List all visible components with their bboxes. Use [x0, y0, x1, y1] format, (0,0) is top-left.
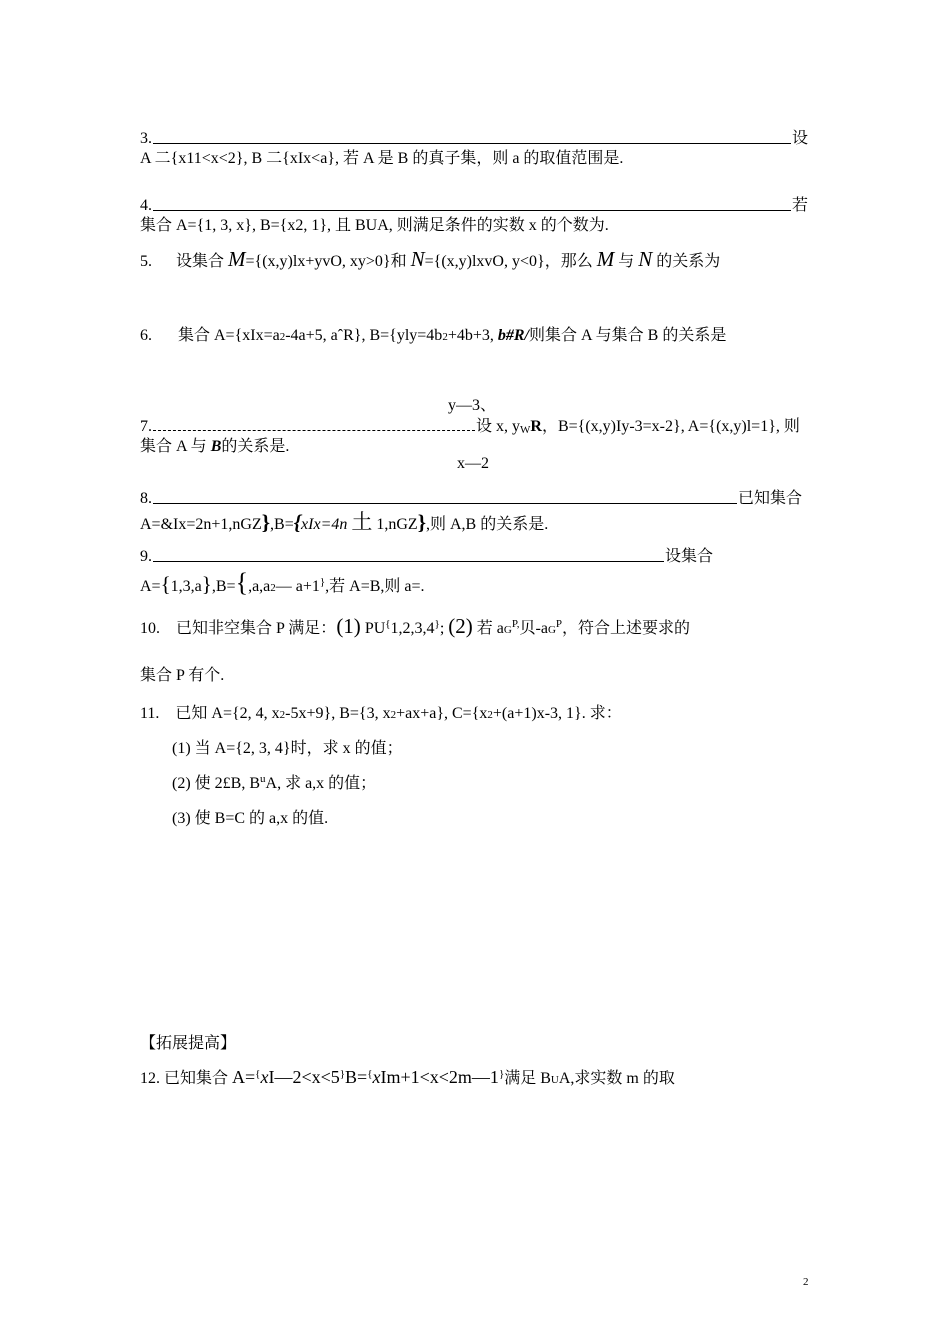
question-text: ={(x,y)lx+yvO, xy>0}和 [245, 253, 407, 270]
question-text: I—2<x<5 [268, 1067, 340, 1087]
question-text: 设集合 [664, 548, 713, 565]
item-marker: (1) [336, 614, 361, 638]
superscript: P [555, 618, 563, 630]
superscript: } [339, 1068, 346, 1080]
brace: { [160, 572, 171, 596]
math-symbol: W [520, 424, 531, 436]
fraction-denominator: x—2 [457, 455, 489, 472]
subscript: G [503, 624, 512, 636]
question-text: xIx= [301, 516, 332, 533]
question-11-part-2 [172, 770, 376, 793]
question-text: 设集合 [176, 253, 225, 270]
answer-blank [153, 503, 737, 504]
question-text: -4a+5, a [285, 327, 338, 344]
answer-blank [153, 210, 791, 211]
set-symbol: N [410, 247, 425, 271]
answer-blank [153, 430, 475, 431]
superscript: P, [511, 618, 520, 630]
math-symbol: b#R/ [497, 327, 529, 344]
question-text: B= [345, 1067, 368, 1087]
question-10 [140, 614, 690, 639]
subscript: G [547, 624, 556, 636]
question-12 [140, 1065, 675, 1088]
question-text: ，符合上述要求的 [562, 620, 691, 637]
question-text: A,求实数 m 的取 [558, 1070, 675, 1087]
subscript: 2 [279, 709, 286, 721]
question-text: R}, B={yly=4b [343, 327, 443, 344]
question-text: -5x+9}, B={3, x [285, 705, 391, 722]
question-number: 3. [140, 130, 152, 147]
question-text: 的关系为 [656, 253, 721, 270]
page-number: 2 [803, 1276, 809, 1288]
superscript: } [498, 1068, 505, 1080]
question-text: 满足 B [504, 1070, 551, 1087]
superscript: u [260, 773, 266, 785]
question-text: 已知 A={2, 4, x [175, 705, 280, 722]
question-text: 已知集合 [737, 490, 802, 507]
question-text: 与 [618, 253, 635, 270]
question-text: A= [232, 1067, 256, 1087]
question-number: 8. [140, 490, 152, 507]
subset-symbol: U [550, 1074, 559, 1086]
question-text: 集合 A 与 [140, 438, 207, 455]
question-11 [140, 700, 622, 723]
question-text: — a+1 [275, 578, 320, 595]
question-11-part-3: (3) 使 B=C 的 a,x 的值. [172, 810, 329, 827]
set-symbol: M [228, 247, 246, 271]
brace: } [417, 510, 426, 534]
question-9-line-1 [140, 543, 713, 566]
question-number: 5. [140, 253, 152, 270]
question-text: ,若 A=B,则 a=. [325, 578, 425, 595]
question-text: 设 x, y [476, 418, 521, 435]
question-text: 已知集合 [164, 1070, 229, 1087]
question-9-text [140, 568, 425, 598]
question-text: ={(x,y)lxvO, y<0}，那么 [424, 253, 593, 270]
brace: { [293, 510, 302, 534]
question-text: 若 a [476, 620, 504, 637]
question-7-text [140, 433, 289, 456]
item-marker: (2) [448, 614, 473, 638]
question-6 [140, 322, 726, 345]
question-text: A= [140, 578, 161, 595]
question-text: x [372, 1067, 381, 1087]
question-text: ，B={(x,y)Iy-3=x-2}, A={(x,y)l=1}, 则 [541, 418, 800, 435]
question-text: ; [439, 620, 445, 637]
question-text: +4b+3, [447, 327, 494, 344]
question-text: 设 [791, 130, 808, 147]
question-number: 12. [140, 1070, 160, 1087]
question-number: 7. [140, 418, 152, 435]
question-text: (2) 使 2£B, B [172, 775, 261, 792]
question-10-text: 集合 P 有个. [140, 667, 225, 684]
question-text: 若 [791, 197, 808, 214]
question-5 [140, 247, 720, 272]
answer-blank [153, 561, 664, 562]
question-number: 11. [140, 705, 160, 722]
question-text: ,则 A,B 的关系是. [425, 516, 549, 533]
set-symbol: N [638, 247, 653, 271]
question-text: ,B= [270, 516, 294, 533]
superscript: { [255, 1068, 261, 1080]
answer-blank [153, 143, 791, 144]
set-symbol: B [210, 438, 222, 455]
superscript: } [434, 618, 440, 630]
question-text: 4n [331, 516, 348, 533]
brace: } [201, 572, 212, 596]
subscript: 2 [442, 331, 448, 343]
brace: } [261, 510, 271, 534]
question-4-text: 集合 A={1, 3, x}, B={x2, 1}, 且 BUA, 则满足条件的实数 x 的个数为. [140, 217, 609, 234]
question-number: 4. [140, 197, 152, 214]
question-text: PU [364, 620, 386, 637]
question-text: A=&Ix=2n+1,nGZ [140, 516, 262, 533]
question-text: +(a+1)x-3, 1}. 求： [492, 705, 622, 722]
set-symbol: M [596, 247, 615, 271]
section-heading: 【拓展提高】 [140, 1035, 237, 1052]
superscript: { [367, 1068, 373, 1080]
subscript: 2 [487, 709, 493, 721]
fraction-numerator: y—3、 [448, 397, 497, 414]
question-text: 的关系是. [221, 438, 290, 455]
subscript: 2 [390, 709, 397, 721]
question-number: 10. [140, 620, 160, 637]
subscript: 2 [270, 582, 276, 594]
question-8-text [140, 506, 548, 536]
superscript: { [385, 618, 391, 630]
question-11-part-1: (1) 当 A={2, 3, 4}时，求 x 的值； [172, 740, 403, 757]
question-3-text: A 二{x11<x<2}, B 二{xIx<a}, 若 A 是 B 的真子集，则 a 的取值范围是. [140, 150, 624, 167]
caret-symbol: ˆ [337, 327, 344, 344]
question-text: ,a,a [248, 578, 271, 595]
question-8-line-1 [140, 485, 802, 508]
question-text: 贝-a [519, 620, 548, 637]
question-text: 则集合 A 与集合 B 的关系是 [528, 327, 727, 344]
question-text: 1,3,a [170, 578, 202, 595]
question-text: A, 求 a,x 的值； [265, 775, 377, 792]
question-text: +ax+a}, C={x [396, 705, 488, 722]
question-text: Im+1<x<2m—1 [380, 1067, 499, 1087]
question-text: x [260, 1067, 269, 1087]
question-text: 集合 A={xIx=a [178, 327, 280, 344]
question-number: 6. [140, 327, 152, 344]
brace: { [235, 568, 249, 597]
math-symbol: R [530, 418, 542, 435]
subscript: 2 [279, 331, 286, 343]
question-text: ,B= [211, 578, 236, 595]
question-text: 1,2,3,4 [390, 620, 435, 637]
question-text: 1,nGZ [376, 516, 418, 533]
question-number: 9. [140, 548, 152, 565]
question-text: 已知非空集合 P 满足： [176, 620, 337, 637]
plus-minus-symbol: 土 [351, 510, 373, 534]
superscript: } [319, 576, 326, 588]
